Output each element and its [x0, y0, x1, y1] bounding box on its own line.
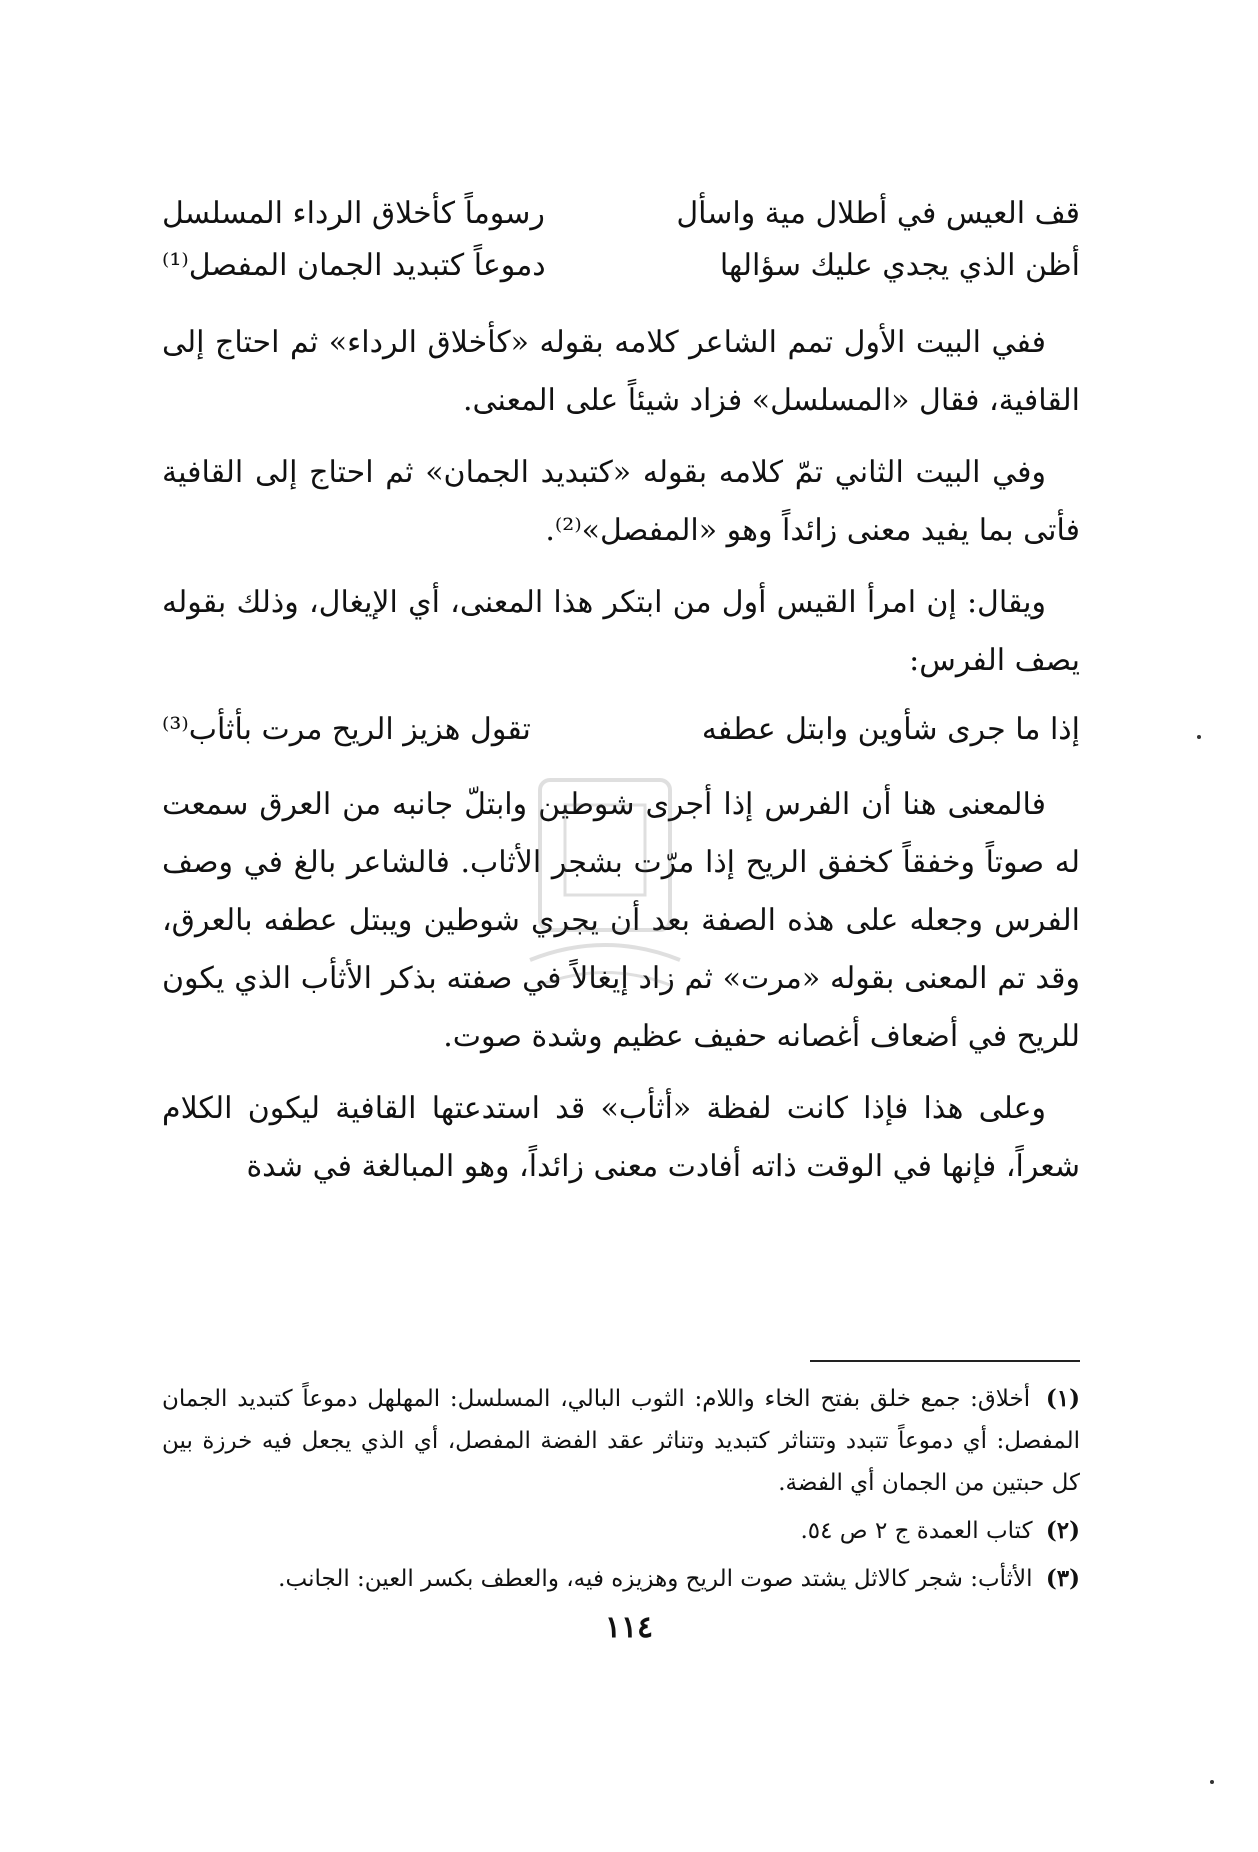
scan-speck	[1197, 735, 1201, 739]
verse-first-hemistich: قف العيس في أطلال مية واسأل	[676, 196, 1080, 231]
verse-line	[162, 240, 1080, 292]
footnote-text: أخلاق: جمع خلق بفتح الخاء واللام: الثوب البالي، المسلسل: المهلهل دموعاً كتبديد الجمان المفصل: أي دموعاً تتبدد وتتناثر كتبديد وتناثر عقد الفضة المفصل، أي الذي يجعل فيه خرزة بين كل حبتين من الجمان أي الفضة.	[162, 1386, 1080, 1496]
footnote-item	[162, 1510, 1080, 1552]
verse-second-hemistich: رسوماً كأخلاق الرداء المسلسل	[162, 196, 545, 231]
verse-first-hemistich: أظن الذي يجدي عليك سؤالها	[719, 248, 1080, 283]
footnote-number: (٣)	[1045, 1565, 1080, 1592]
footnote-text: كتاب العمدة ج ٢ ص ٥٤.	[800, 1518, 1033, 1544]
paragraph: فالمعنى هنا أن الفرس إذا أجرى شوطين وابتلّ جانبه من العرق سمعت له صوتاً وخفقاً كخفق الريح إذا مرّت بشجر الأثاب. فالشاعر بالغ في وصف الفرس وجعله على هذه الصفة بعد أن يجري شوطين ويبتل عطفه بالعرق، وقد تم المعنى بقوله «مرت» ثم زاد إيغالاً في صفته بذكر الأثأب الذي يكون للريح في أضعاف أغصانه حفيف عظيم وشدة صوت.	[162, 787, 1080, 1054]
paragraph: وعلى هذا فإذا كانت لفظة «أثأب» قد استدعتها القافية ليكون الكلام شعراً، فإنها في الوقت ذاته أفادت معنى زائداً، وهو المبالغة في شدة	[162, 1091, 1080, 1184]
paragraph: ففي البيت الأول تمم الشاعر كلامه بقوله «كأخلاق الرداء» ثم احتاج إلى القافية، فقال «المسلسل» فزاد شيئاً على المعنى.	[162, 325, 1080, 418]
footnote-text: الأثأب: شجر كالاثل يشتد صوت الريح وهزيزه فيه، والعطف بكسر العين: الجانب.	[278, 1566, 1033, 1592]
verse-second-hemistich: دموعاً كتبديد الجمان المفصل⁽¹⁾	[162, 248, 546, 283]
verse-line	[162, 704, 1080, 756]
library-watermark	[520, 770, 690, 1000]
footnote-item	[162, 1558, 1080, 1600]
verse-first-hemistich: إذا ما جرى شأوين وابتل عطفه	[701, 712, 1080, 747]
paragraph: وفي البيت الثاني تمّ كلامه بقوله «كتبديد الجمان» ثم احتاج إلى القافية فأتى بما يفيد معنى زائداً وهو «المفصل»⁽²⁾.	[162, 455, 1080, 548]
footnote-divider	[810, 1360, 1080, 1362]
verse-second-hemistich: تقول هزيز الريح مرت بأثأب⁽³⁾	[162, 712, 531, 747]
footnote-number: (١)	[1045, 1385, 1081, 1412]
page-number: ١١٤	[604, 1610, 654, 1645]
poem-opening	[162, 188, 1080, 292]
footnotes	[162, 1378, 1080, 1606]
main-text	[162, 188, 1080, 1210]
footnote-item	[162, 1378, 1080, 1504]
paragraph: ويقال: إن امرأ القيس أول من ابتكر هذا المعنى، أي الإيغال، وذلك بقوله يصف الفرس:	[162, 585, 1080, 678]
verse-line	[162, 188, 1080, 240]
footnote-number: (٢)	[1045, 1517, 1080, 1544]
scan-speck	[1210, 1780, 1214, 1784]
